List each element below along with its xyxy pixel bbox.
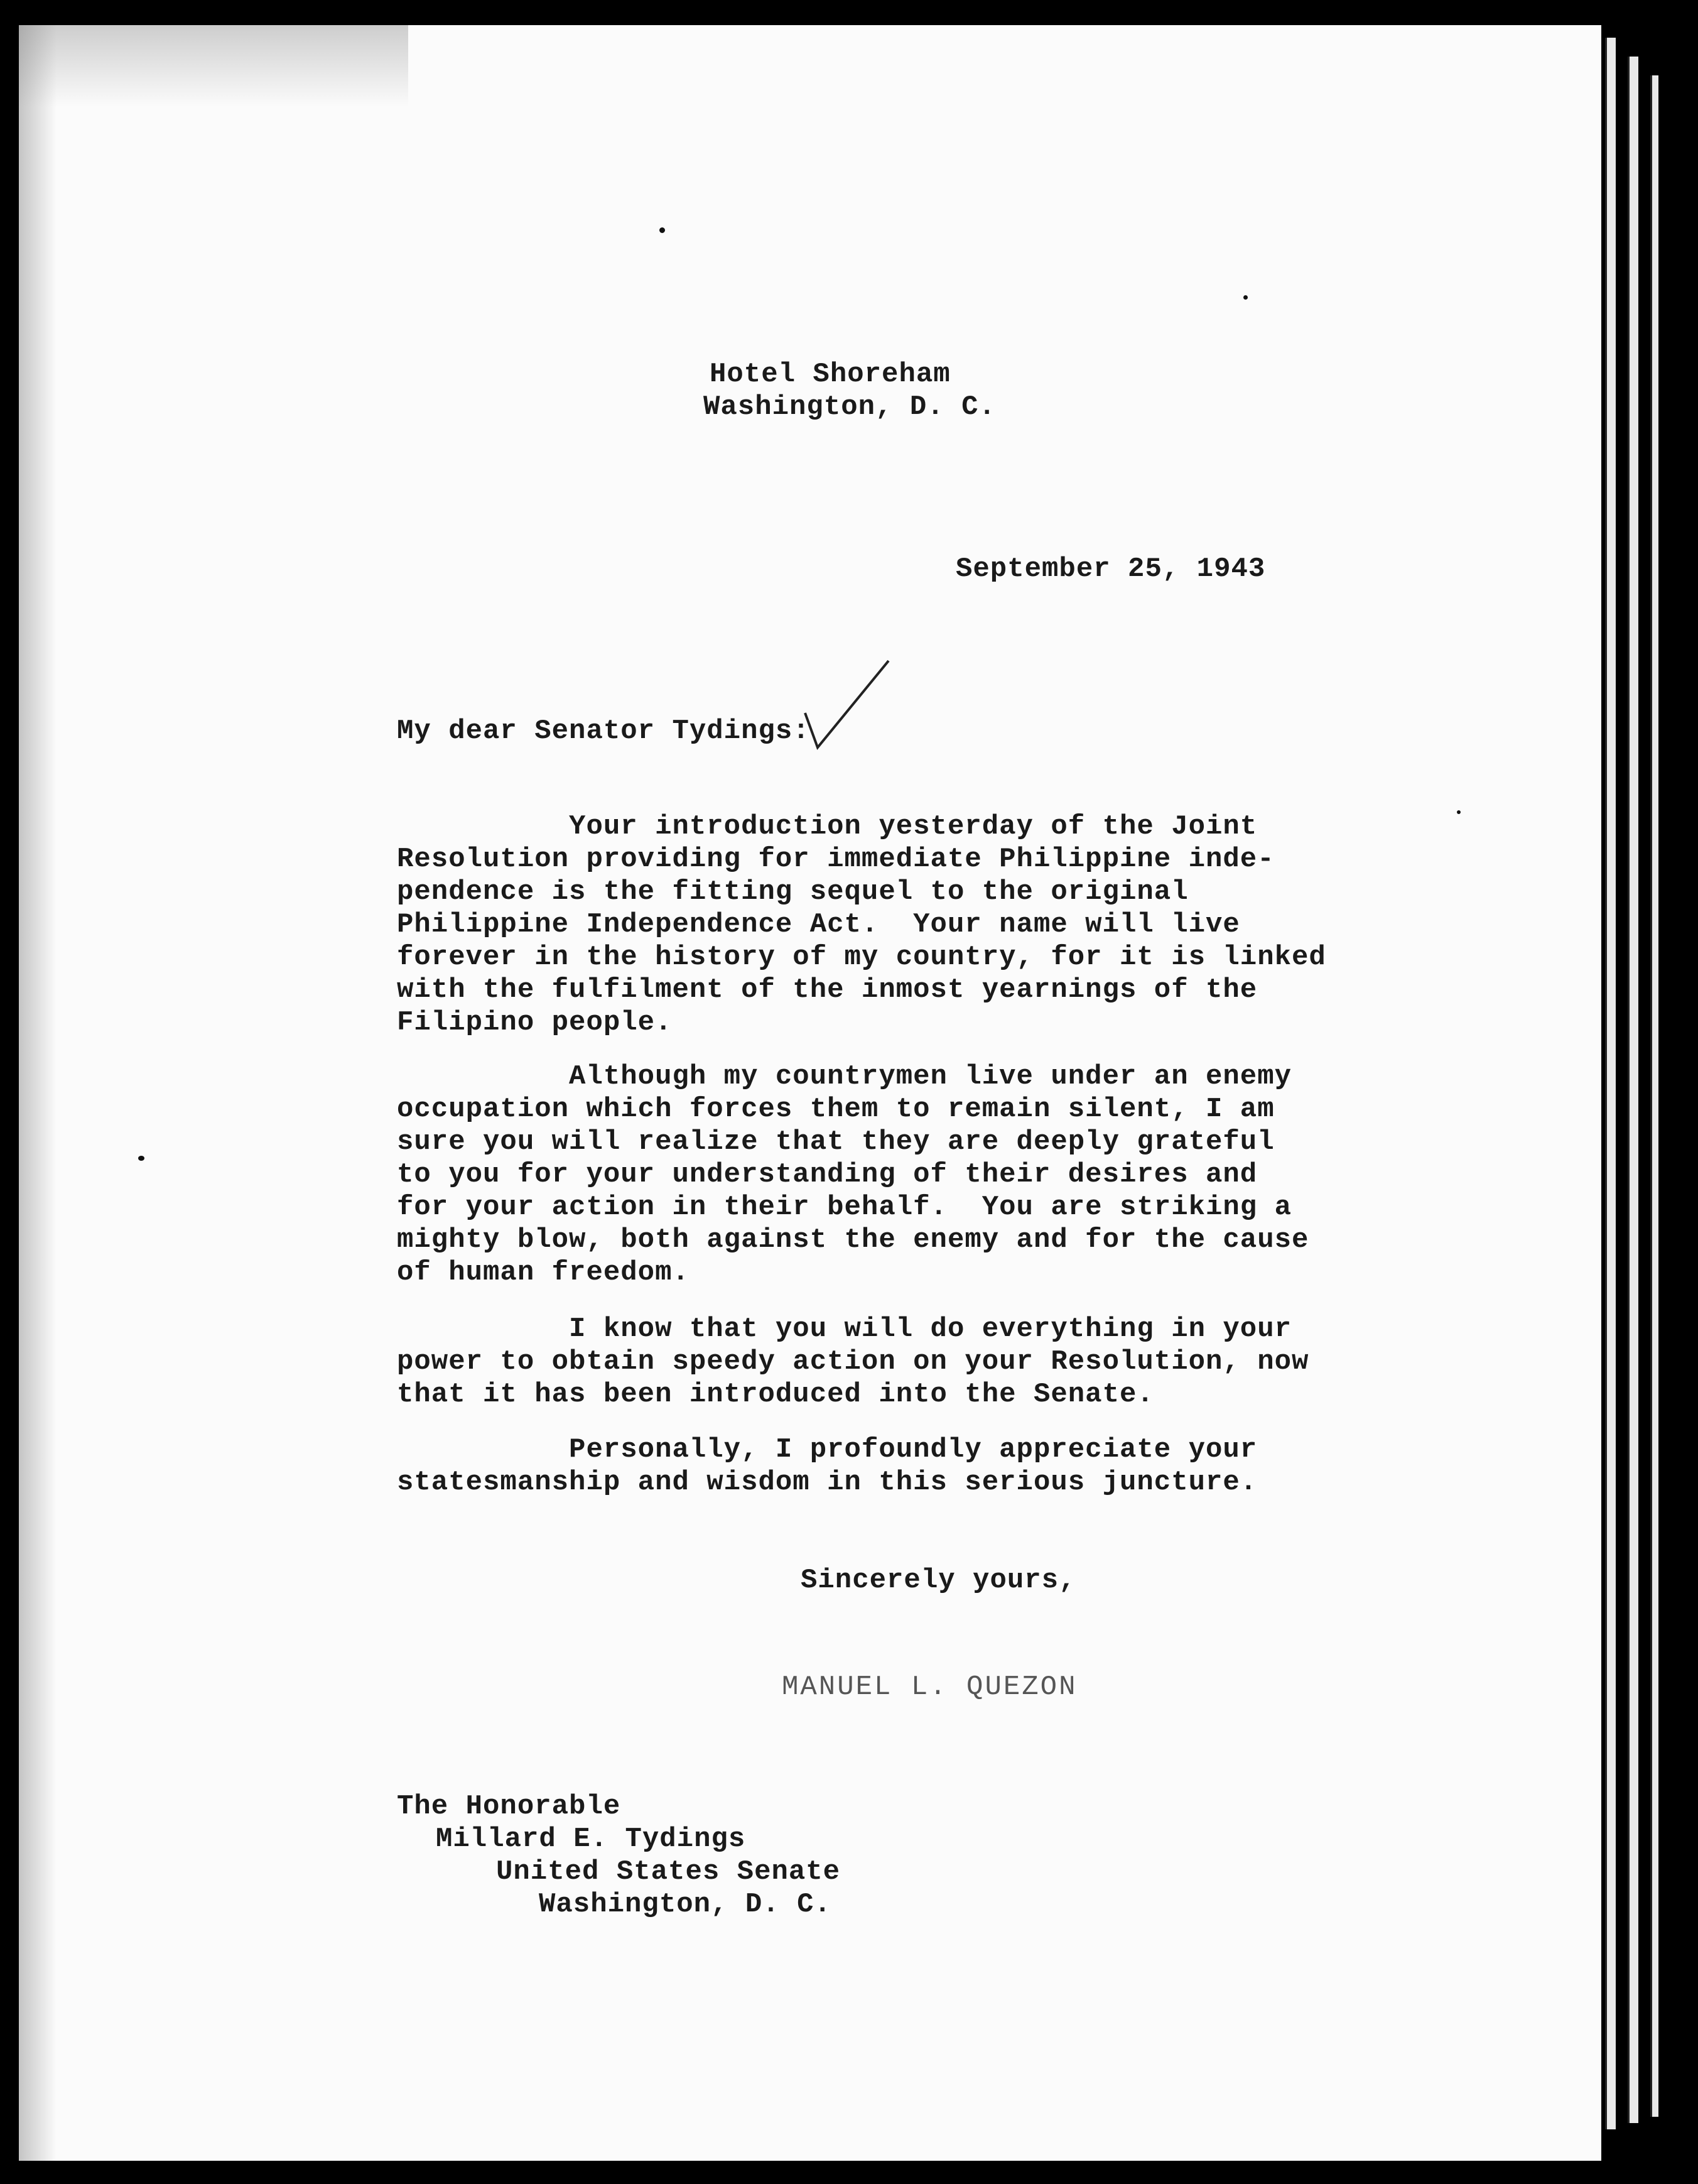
paper-edge <box>1650 75 1658 2117</box>
body-line: Filipino people. <box>397 1007 673 1038</box>
salutation: My dear Senator Tydings: <box>397 715 810 747</box>
body-line: to you for your understanding of their desires and <box>397 1159 1258 1190</box>
body-line: Personally, I profoundly appreciate your <box>397 1434 1258 1465</box>
paper-edge <box>1605 38 1616 2129</box>
address-line: Millard E. Tydings <box>436 1823 746 1855</box>
body-line: statesmanship and wisdom in this serious juncture. <box>397 1467 1258 1498</box>
checkmark-icon <box>804 660 892 754</box>
body-line: forever in the history of my country, for it is linked <box>397 942 1326 973</box>
ink-speck <box>1457 810 1461 814</box>
body-line: of human freedom. <box>397 1257 689 1288</box>
letter-date: September 25, 1943 <box>956 553 1266 585</box>
body-line: that it has been introduced into the Senate. <box>397 1379 1154 1410</box>
body-line: Resolution providing for immediate Philippine inde- <box>397 844 1275 875</box>
address-line: The Honorable <box>397 1791 621 1822</box>
address-line: Washington, D. C. <box>539 1889 831 1920</box>
body-line: pendence is the fitting sequel to the original <box>397 876 1189 908</box>
body-line: mighty blow, both against the enemy and for the cause <box>397 1224 1309 1256</box>
body-line: Your introduction yesterday of the Joint <box>397 811 1258 842</box>
letterhead-hotel: Hotel Shoreham <box>710 359 951 390</box>
signature-typed: MANUEL L. QUEZON <box>782 1671 1078 1703</box>
body-line: Philippine Independence Act. Your name will live <box>397 909 1240 940</box>
body-line: I know that you will do everything in your <box>397 1313 1292 1345</box>
body-line: with the fulfilment of the inmost yearnings of the <box>397 974 1258 1006</box>
top-smudge <box>19 25 408 107</box>
ink-speck <box>659 227 665 233</box>
left-edge-shadow <box>19 25 57 2161</box>
body-line: Although my countrymen live under an enemy <box>397 1061 1292 1092</box>
body-line: occupation which forces them to remain silent, I am <box>397 1094 1275 1125</box>
letter-page <box>19 25 1601 2161</box>
closing: Sincerely yours, <box>801 1565 1076 1596</box>
letterhead-city: Washington, D. C. <box>703 391 996 423</box>
body-line: for your action in their behalf. You are striking a <box>397 1192 1292 1223</box>
body-line: sure you will realize that they are deeply grateful <box>397 1126 1275 1158</box>
ink-speck <box>138 1156 144 1161</box>
address-line: United States Senate <box>496 1856 841 1888</box>
body-line: power to obtain speedy action on your Resolution, now <box>397 1346 1309 1377</box>
paper-edge <box>1628 57 1638 2123</box>
ink-speck <box>1243 295 1248 300</box>
